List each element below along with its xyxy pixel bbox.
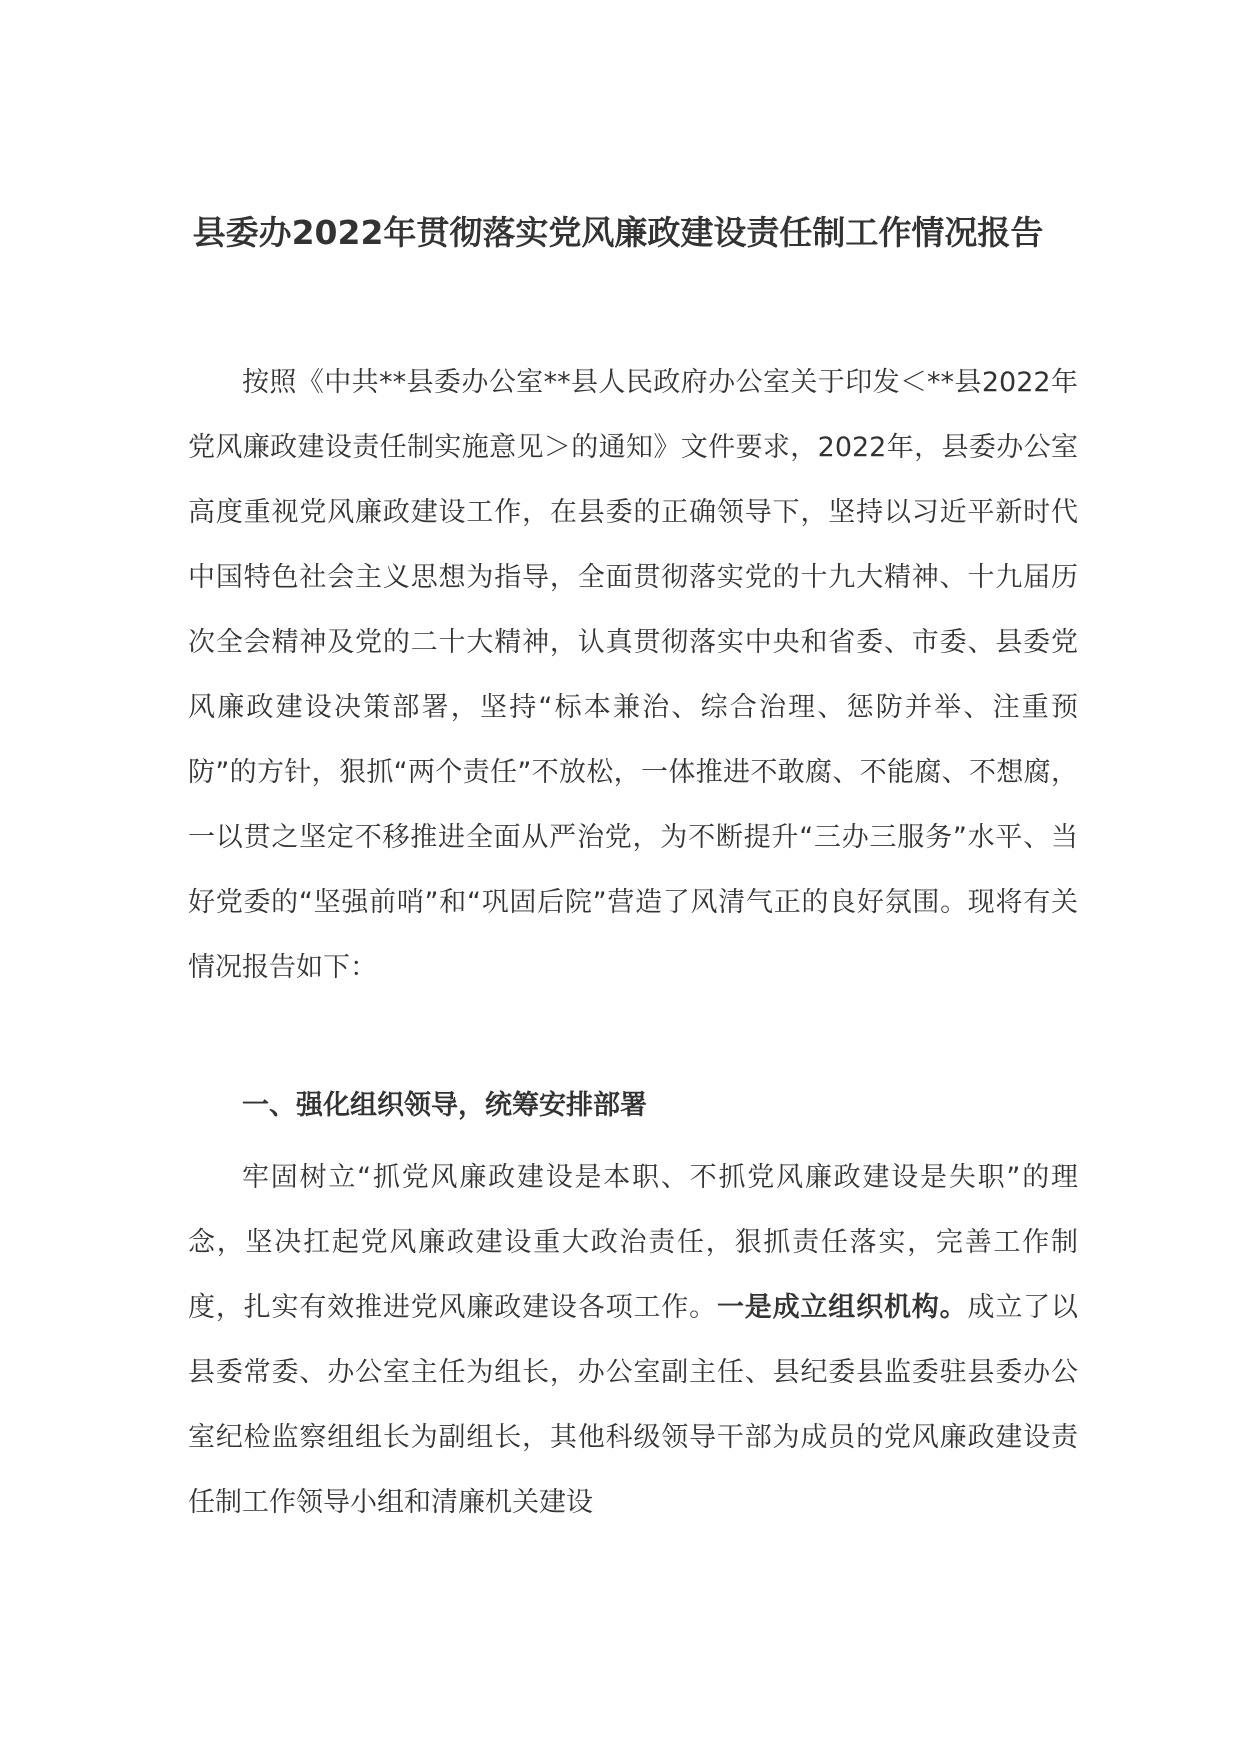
intro-paragraph: 按照《中共**县委办公室**县人民政府办公室关于印发＜**县2022年党风廉政建设责任制实施意见＞的通知》文件要求，2022年，县委办公室高度重视党风廉政建设工作，在县委的正确领导下，坚持以习近平新时代中国特色社会主义思想为指导，全面贯彻落实党的十九大精神、十九届历次全会精神及党的二十大精神，认真贯彻落实中央和省委、市委、县委党风廉政建设决策部署，坚持“标本兼治、综合治理、惩防并举、注重预防”的方针，狠抓“两个责任”不放松，一体推进不敢腐、不能腐、不想腐，一以贯之坚定不移推进全面从严治党，为不断提升“三办三服务”水平、当好党委的“坚强前哨”和“巩固后院”营造了风清气正的良好氛围。现将有关情况报告如下：	[188, 367, 1078, 983]
section-1-bold-lead: 一是成立组织机构。	[716, 1292, 968, 1323]
document-title: 县委办2022年贯彻落实党风廉政建设责任制工作情况报告	[192, 213, 1044, 252]
section-1-text-part1: 牢固树立“抓党风廉政建设是本职、不抓党风廉政建设是失职”的理念，坚决扛起党风廉政建设重大政治责任，狠抓责任落实，完善工作制度，扎实有效推进党风廉政建设各项工作。	[188, 1162, 1078, 1323]
section-1-paragraph	[188, 1145, 1078, 1535]
section-heading-1: 一、强化组织领导，统筹安排部署	[242, 1090, 647, 1121]
section-1-text-part2: 成立了以县委常委、办公室主任为组长，办公室副主任、县纪委县监委驻县委办公室纪检监察组组长为副组长，其他科级领导干部为成员的党风廉政建设责任制工作领导小组和清廉机关建设	[188, 1292, 1079, 1518]
